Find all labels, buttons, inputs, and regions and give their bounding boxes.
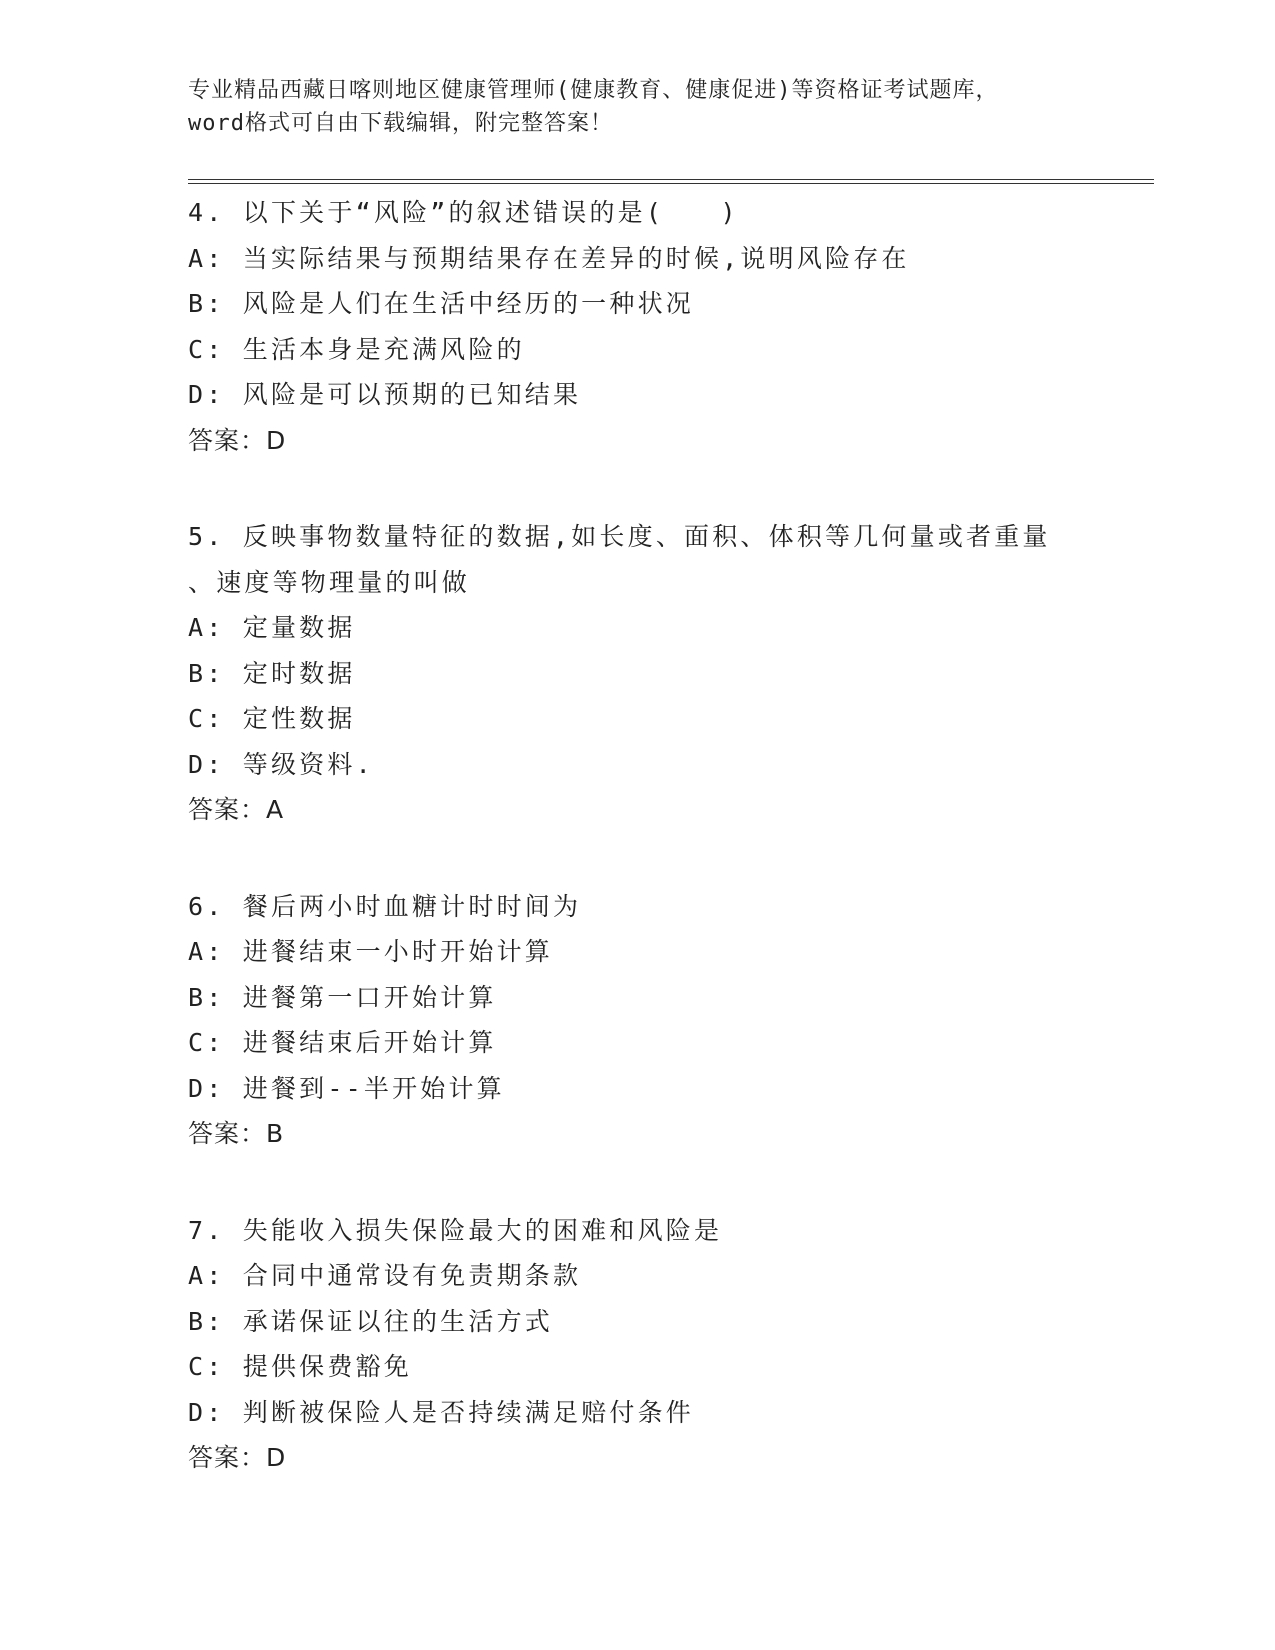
question-stem: [188, 1208, 1088, 1254]
option-c: [188, 1344, 1088, 1390]
header-line-2: word格式可自由下载编辑，附完整答案！: [188, 111, 613, 136]
question-number: 6.: [188, 891, 225, 921]
question-5: [188, 514, 1088, 833]
question-7: [188, 1208, 1088, 1481]
option-b: [188, 975, 1088, 1021]
question-number: 4.: [188, 198, 225, 227]
option-key: A:: [188, 937, 225, 966]
option-text: 承诺保证以往的生活方式: [242, 1306, 553, 1336]
question-4: [188, 190, 1088, 463]
option-text: 定性数据: [242, 704, 356, 733]
option-text: 进餐到--半开始计算: [242, 1073, 505, 1103]
option-key: C:: [188, 704, 225, 733]
option-text: 定时数据: [242, 658, 356, 688]
option-key: C:: [188, 1028, 225, 1057]
option-d: [188, 1390, 1088, 1436]
option-text: 合同中通常设有免责期条款: [242, 1261, 582, 1290]
option-a: [188, 605, 1088, 651]
question-stem-continued: 、速度等物理量的叫做: [188, 567, 471, 597]
option-text: 进餐结束后开始计算: [242, 1028, 497, 1057]
option-a: [188, 236, 1088, 282]
header-divider-bottom: [188, 183, 1154, 184]
option-c: [188, 327, 1088, 373]
option-key: D:: [188, 1397, 225, 1427]
option-d: [188, 372, 1088, 418]
option-b: [188, 281, 1088, 327]
option-key: B:: [188, 658, 225, 688]
option-text: 等级资料.: [242, 749, 374, 779]
option-d: [188, 1066, 1088, 1112]
option-key: D:: [188, 380, 225, 409]
header-line-1: 专业精品西藏日喀则地区健康管理师(健康教育、健康促进)等资格证考试题库，: [188, 78, 999, 103]
answer: 答案：D: [188, 1443, 287, 1472]
option-key: A:: [188, 243, 225, 273]
option-key: C:: [188, 334, 225, 364]
option-key: A:: [188, 613, 225, 642]
option-key: C:: [188, 1352, 225, 1381]
option-key: D:: [188, 749, 225, 779]
option-text: 风险是可以预期的已知结果: [242, 380, 582, 409]
option-text: 定量数据: [242, 613, 356, 642]
option-key: B:: [188, 982, 225, 1012]
option-b: [188, 651, 1088, 697]
answer: 答案：D: [188, 425, 287, 455]
question-stem: [188, 190, 1088, 236]
document-header: [188, 74, 1068, 140]
option-text: 进餐结束一小时开始计算: [242, 937, 553, 966]
option-a: [188, 1253, 1088, 1299]
option-key: D:: [188, 1073, 225, 1103]
option-text: 进餐第一口开始计算: [242, 982, 497, 1012]
option-key: B:: [188, 289, 225, 318]
answer: 答案：A: [188, 795, 285, 824]
question-text: 反映事物数量特征的数据,如长度、面积、体积等几何量或者重量: [242, 522, 1051, 551]
option-d: [188, 742, 1088, 788]
question-number: 7.: [188, 1215, 225, 1245]
question-stem: [188, 884, 1088, 930]
question-text: 以下关于“风险”的叙述错误的是( ): [242, 198, 739, 227]
question-text: 餐后两小时血糖计时时间为: [242, 891, 582, 921]
question-text: 失能收入损失保险最大的困难和风险是: [242, 1215, 723, 1245]
header-divider-top: [188, 179, 1154, 180]
question-6: [188, 884, 1088, 1157]
option-b: [188, 1299, 1088, 1345]
option-text: 提供保费豁免: [242, 1352, 412, 1381]
option-c: [188, 1020, 1088, 1066]
question-list: [188, 190, 1088, 1532]
question-stem: [188, 514, 1088, 560]
option-text: 判断被保险人是否持续满足赔付条件: [242, 1397, 694, 1427]
option-c: [188, 696, 1088, 742]
option-text: 当实际结果与预期结果存在差异的时候,说明风险存在: [242, 243, 910, 273]
answer: 答案：B: [188, 1119, 285, 1148]
question-number: 5.: [188, 522, 225, 551]
option-key: A:: [188, 1261, 225, 1290]
option-text: 风险是人们在生活中经历的一种状况: [242, 289, 694, 318]
option-text: 生活本身是充满风险的: [242, 334, 525, 364]
option-a: [188, 929, 1088, 975]
option-key: B:: [188, 1306, 225, 1336]
